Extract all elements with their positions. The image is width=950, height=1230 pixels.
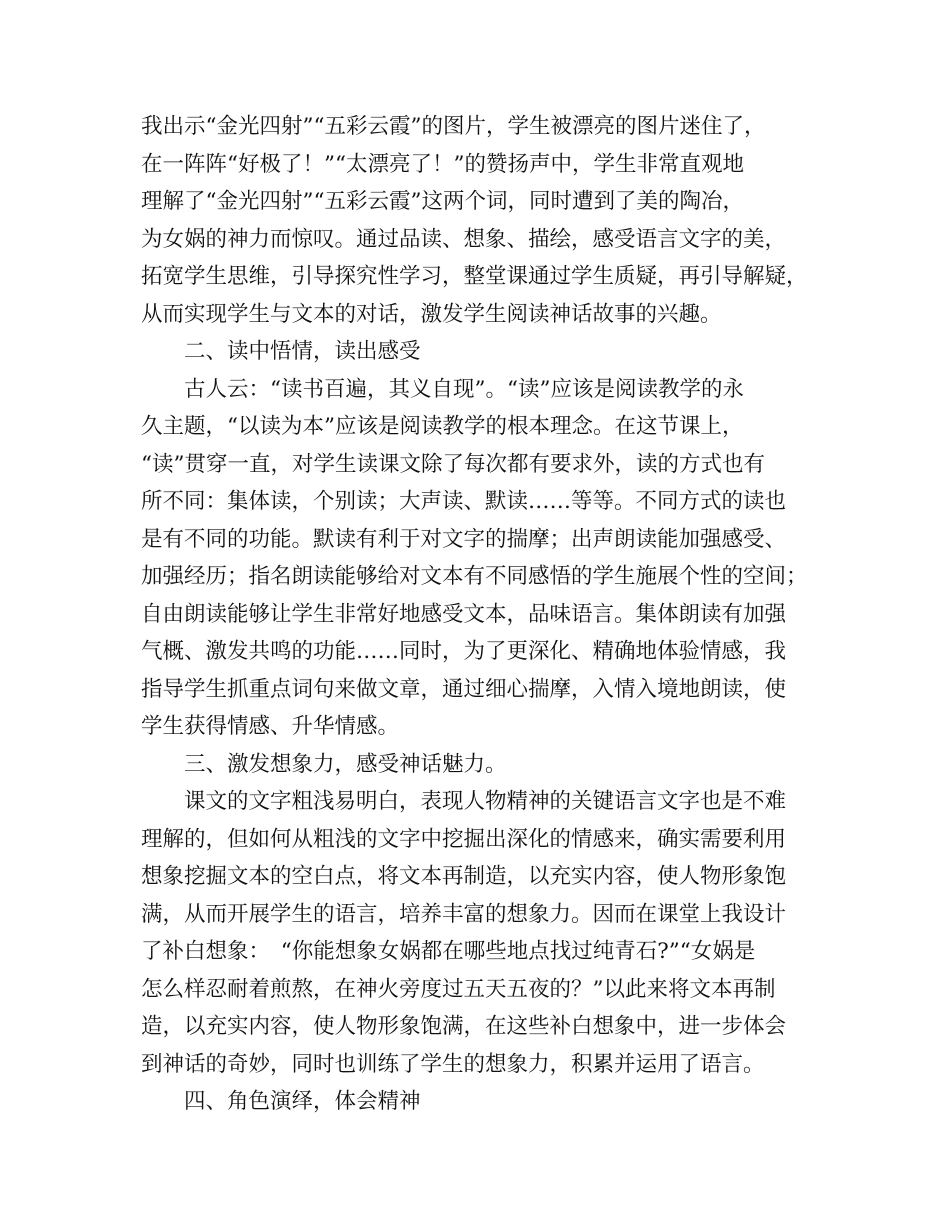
text-line: 三、激发想象力，感受神话魅力。: [184, 751, 507, 777]
text-line: 课文的文字粗浅易明白，表现人物精神的关键语言文字也是不难: [184, 789, 787, 814]
text-line: 怎么样忍耐着煎熬，在神火旁度过五天五夜的？”以此来将文本再制: [141, 976, 776, 1002]
text-line: 为女娲的神力而惊叹。通过品读、想象、描绘，感受语言文字的美，: [141, 226, 787, 252]
text-line: 指导学生抓重点词句来做文章，通过细心揣摩，入情入境地朗读，使: [141, 676, 787, 702]
text-line: 二、读中悟情，读出感受: [184, 339, 421, 364]
text-line: 是有不同的功能。默读有利于对文字的揣摩；出声朗读能加强感受、: [141, 526, 787, 552]
text-line: 学生获得情感、升华情感。: [141, 714, 400, 739]
text-line: “读”贯穿一直，对学生读课文除了每次都有要求外，读的方式也有: [141, 451, 765, 477]
text-line: 我出示“金光四射”“五彩云霞”的图片，学生被漂亮的图片迷住了，: [141, 114, 766, 139]
text-line: 所不同：集体读，个别读；大声读、默读……等等。不同方式的读也: [141, 489, 787, 514]
text-line: 加强经历；指名朗读能够给对文本有不同感悟的学生施展个性的空间；: [141, 564, 808, 589]
text-line: 满，从而开展学生的语言，培养丰富的想象力。因而在课堂上我设计: [141, 901, 787, 927]
text-line: 古人云：“读书百遍，其义自现”。“读”应该是阅读教学的永: [184, 376, 744, 402]
text-line: 造，以充实内容，使人物形象饱满，在这些补白想象中，进一步体会: [141, 1014, 787, 1039]
document-body: [141, 108, 823, 1121]
text-line: 在一阵阵“好极了！”“太漂亮了！”的赞扬声中，学生非常直观地: [141, 151, 744, 177]
text-line: 到神话的奇妙，同时也训练了学生的想象力，积累并运用了语言。: [141, 1051, 765, 1077]
text-line: 气概、激发共鸣的功能……同时，为了更深化、精确地体验情感，我: [141, 639, 787, 664]
text-line: 拓宽学生思维，引导探究性学习，整堂课通过学生质疑，再引导解疑，: [141, 264, 808, 289]
text-line: 理解的，但如何从粗浅的文字中挖掘出深化的情感来，确实需要利用: [141, 826, 787, 852]
text-line: 久主题，“以读为本”应该是阅读教学的根本理念。在这节课上，: [141, 414, 744, 439]
text-line: 理解了“金光四射”“五彩云霞”这两个词，同时遭到了美的陶冶，: [141, 189, 744, 214]
text-line: 从而实现学生与文本的对话，激发学生阅读神话故事的兴趣。: [141, 301, 722, 327]
text-line: 想象挖掘文本的空白点，将文本再制造，以充实内容，使人物形象饱: [141, 864, 787, 889]
text-line: 了补白想象： “你能想象女娲都在哪些地点找过纯青石?”“女娲是: [141, 939, 756, 964]
text-line: 四、角色演绎，体会精神: [184, 1089, 421, 1114]
text-line: 自由朗读能够让学生非常好地感受文本，品味语言。集体朗读有加强: [141, 601, 787, 627]
